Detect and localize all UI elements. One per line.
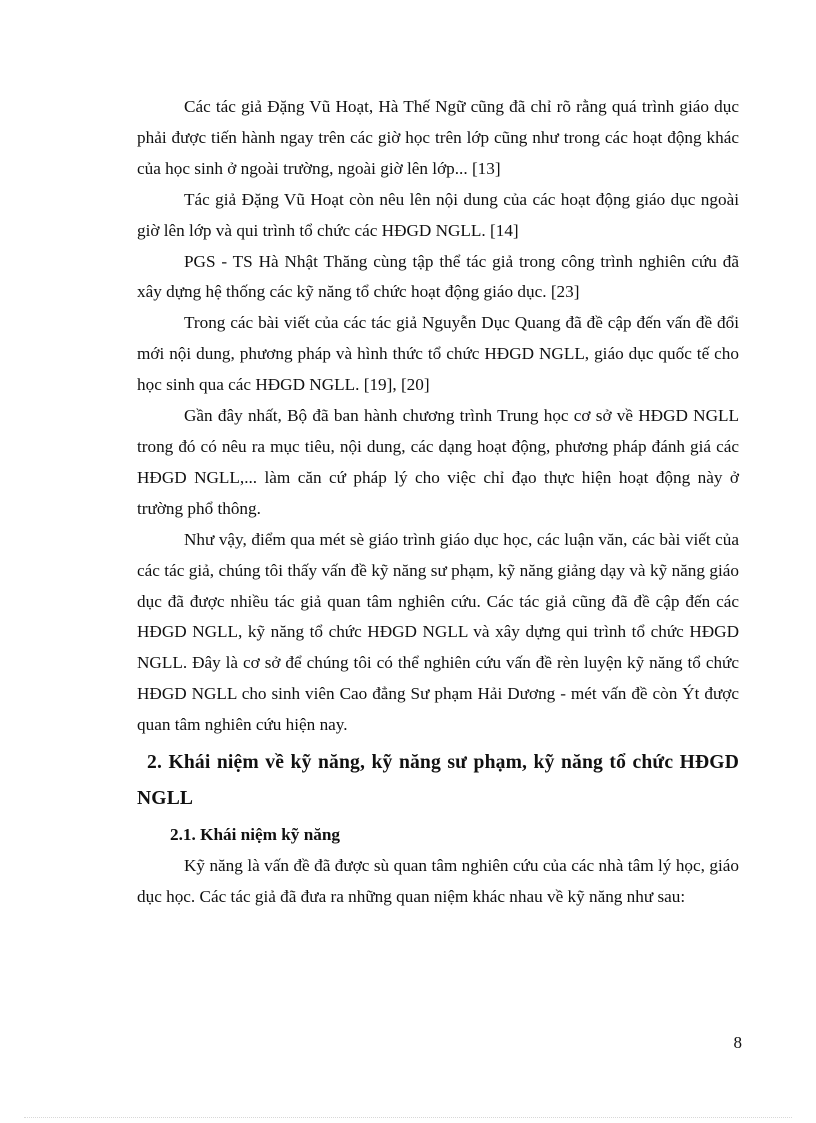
page-number: 8 bbox=[733, 1033, 742, 1052]
body-paragraph-3: PGS - TS Hà Nhật Thăng cùng tập thể tác giả trong công trình nghiên cứu đã xây dựng hệ thống các kỹ năng tổ chức hoạt động giáo dục. [23] bbox=[137, 251, 739, 302]
body-paragraph-6: Như vậy, điểm qua mét sè giáo trình giáo dục học, các luận văn, các bài viết của các tác giả, chúng tôi thấy vấn đề kỹ năng sư phạm, kỹ năng giảng dạy và kỹ năng giáo dục đã được nhiều tác giả quan tâm nghiên cứu. Các tác giả cũng đã đề cập đến các HĐGD NGLL, kỹ năng tổ chức HĐGD NGLL và xây dựng qui trình tổ chức HĐGD NGLL. Đây là cơ sở để chúng tôi có thể nghiên cứu vấn đề rèn luyện kỹ năng tổ chức HĐGD NGLL cho sinh viên Cao đẳng Sư phạm Hải Dương - mét vấn đề còn Ýt được quan tâm nghiên cứu hiện nay. bbox=[137, 529, 739, 735]
body-paragraph-2: Tác giả Đặng Vũ Hoạt còn nêu lên nội dung của các hoạt động giáo dục ngoài giờ lên lớp và qui trình tổ chức các HĐGD NGLL. [14] bbox=[137, 189, 739, 240]
subsection-heading: 2.1. Khái niệm kỹ năng bbox=[170, 825, 341, 845]
body-paragraph-5: Gần đây nhất, Bộ đã ban hành chương trình Trung học cơ sở về HĐGD NGLL trong đó có nêu ra mục tiêu, nội dung, các dạng hoạt động, phương pháp đánh giá các HĐGD NGLL,... làm căn cứ pháp lý cho việc chỉ đạo thực hiện hoạt động này ở trường phổ thông. bbox=[137, 406, 739, 518]
body-paragraph-1: Các tác giả Đặng Vũ Hoạt, Hà Thế Ngữ cũng đã chỉ rõ rằng quá trình giáo dục phải được tiến hành ngay trên các giờ học trên lớp cũng như trong các hoạt động khác của học sinh ở ngoài trường, ngoài giờ lên lớp... [13] bbox=[137, 97, 739, 178]
body-paragraph-4: Trong các bài viết của các tác giả Nguyễn Dục Quang đã đề cập đến vấn đề đổi mới nội dung, phương pháp và hình thức tổ chức HĐGD NGLL, giáo dục quốc tế cho học sinh qua các HĐGD NGLL. [19], [20] bbox=[137, 313, 739, 395]
body-paragraph-7: Kỹ năng là vấn đề đã được sù quan tâm nghiên cứu của các nhà tâm lý học, giáo dục học. Các tác giả đã đưa ra những quan niệm khác nhau về kỹ năng như sau: bbox=[137, 856, 739, 906]
footer-divider bbox=[24, 1117, 792, 1118]
section-heading: 2. Khái niệm về kỹ năng, kỹ năng sư phạm, kỹ năng tổ chức HĐGD NGLL bbox=[137, 752, 739, 810]
page-body bbox=[137, 92, 739, 913]
